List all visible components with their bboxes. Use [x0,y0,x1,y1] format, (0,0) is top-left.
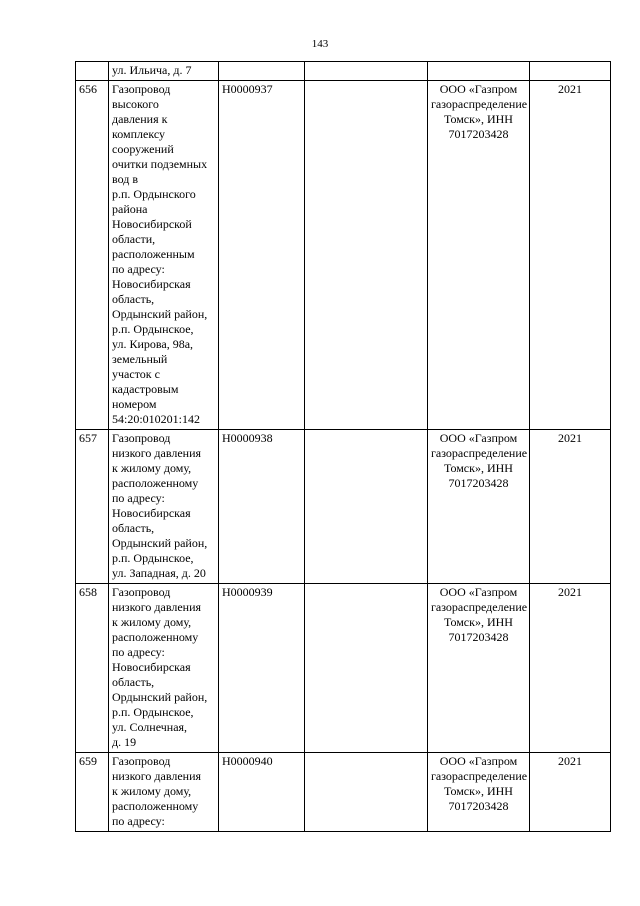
name-line: область, [112,521,155,535]
name-line: р.п. Ордынское, [112,322,194,336]
owner-line: ООО «Газпром [439,585,518,599]
name-line: Новосибирская [112,277,191,291]
name-line: ул. Западная, д. 20 [112,566,206,580]
name-line: к жилому дому, [112,784,192,798]
table-row [76,81,611,430]
owner-line: 7017203428 [448,630,509,644]
name-line: очитки подземных [112,157,208,171]
name-line: высокого [112,97,159,111]
name-line: по адресу: [112,262,165,276]
name-line: по адресу: [112,814,165,828]
name-line: комплексу [112,127,166,141]
name-line: р.п. Ордынского [112,187,196,201]
cell-name [109,81,219,430]
owner-line: ООО «Газпром [439,754,518,768]
name-line: ул. Кирова, 98а, [112,337,194,351]
name-line: Ордынский район, [112,690,208,704]
name-line: ул. Солнечная, [112,720,188,734]
owner-line: 7017203428 [448,127,509,141]
name-line: вод в [112,172,139,186]
cell-code: Н0000938 [219,430,305,584]
name-line: Газопровод [112,754,171,768]
cell-extra [305,81,428,430]
name-line: д. 19 [112,735,137,749]
owner-line: Томск», ИНН [444,784,513,798]
table-row-continuation [76,62,611,81]
cell-num: 659 [76,753,109,832]
name-line: Газопровод [112,82,171,96]
registry-table-body [76,62,611,832]
name-line: района [112,202,148,216]
cell-num: 656 [76,81,109,430]
cell-year: 2021 [530,430,611,584]
page-number: 143 [311,38,329,50]
name-line: расположенным [112,247,195,261]
owner-line: Томск», ИНН [444,615,513,629]
name-line: Газопровод [112,585,171,599]
name-line: Газопровод [112,431,171,445]
cell-year [530,62,611,81]
name-line: Ордынский район, [112,536,208,550]
owner-line: ООО «Газпром [439,82,518,96]
owner-line: 7017203428 [448,799,509,813]
cell-owner [428,584,530,753]
name-line: низкого давления [112,600,202,614]
cell-name [109,62,219,81]
owner-line: газораспределение [431,769,528,783]
table-row [76,430,611,584]
cell-extra [305,430,428,584]
name-line: область, [112,292,155,306]
cell-code: Н0000937 [219,81,305,430]
cell-owner [428,430,530,584]
cell-year: 2021 [530,753,611,832]
cell-num: 658 [76,584,109,753]
name-line: 54:20:010201:142 [112,412,201,426]
name-line: земельный [112,352,168,366]
table-row [76,753,611,832]
name-line: сооружений [112,142,174,156]
name-line: низкого давления [112,769,202,783]
cell-owner [428,753,530,832]
name-line: низкого давления [112,446,202,460]
name-line: р.п. Ордынское, [112,705,194,719]
name-line: Новосибирская [112,660,191,674]
cell-code [219,62,305,81]
cell-code: Н0000940 [219,753,305,832]
cell-owner [428,81,530,430]
owner-line: газораспределение [431,600,528,614]
name-line: к жилому дому, [112,461,192,475]
name-line: области, [112,232,156,246]
name-line: расположенному [112,799,199,813]
name-line: область, [112,675,155,689]
name-line: Новосибирская [112,506,191,520]
owner-line: Томск», ИНН [444,112,513,126]
name-line: Ордынский район, [112,307,208,321]
cell-owner [428,62,530,81]
cell-num [76,62,109,81]
cell-extra [305,584,428,753]
name-line: ул. Ильича, д. 7 [112,63,192,77]
name-line: Новосибирской [112,217,192,231]
cell-num: 657 [76,430,109,584]
cell-name [109,753,219,832]
name-line: участок с [112,367,160,381]
cell-code: Н0000939 [219,584,305,753]
owner-line: Томск», ИНН [444,461,513,475]
cell-extra [305,753,428,832]
owner-line: газораспределение [431,97,528,111]
name-line: давления к [112,112,168,126]
name-line: расположенному [112,630,199,644]
owner-line: 7017203428 [448,476,509,490]
owner-line: ООО «Газпром [439,431,518,445]
cell-year: 2021 [530,584,611,753]
cell-extra [305,62,428,81]
cell-name [109,430,219,584]
name-line: к жилому дому, [112,615,192,629]
name-line: номером [112,397,157,411]
name-line: расположенному [112,476,199,490]
name-line: по адресу: [112,491,165,505]
name-line: по адресу: [112,645,165,659]
owner-line: газораспределение [431,446,528,460]
cell-name [109,584,219,753]
cell-year: 2021 [530,81,611,430]
name-line: кадастровым [112,382,179,396]
name-line: р.п. Ордынское, [112,551,194,565]
registry-table [75,61,611,832]
table-row [76,584,611,753]
